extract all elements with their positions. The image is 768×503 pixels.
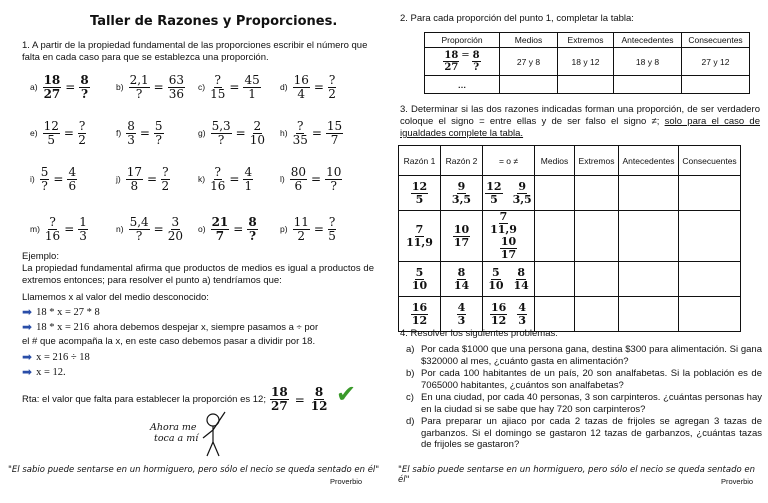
fraction: $\frac{4}{6}$: [68, 164, 77, 193]
fraction: $\frac{?}{2}$: [78, 118, 86, 147]
item-label: h): [280, 128, 288, 138]
item-label: m): [30, 224, 40, 234]
proportion-item: e) $\frac{12}{5}$ = $\frac{?}{2}$: [30, 118, 86, 147]
table-cell: $\frac{7}{11,9}$ $\frac{10}{17}$: [483, 211, 535, 262]
proportions-table: [424, 32, 750, 94]
table-cell: $\frac{7}{11,9}$: [399, 211, 441, 262]
fraction: $\frac{1}{3}$: [79, 214, 87, 243]
table-cell: [682, 76, 750, 94]
proportion-item: i) $\frac{5}{?}$ = $\frac{4}{6}$: [30, 164, 77, 193]
table-header: Extremos: [575, 146, 619, 176]
ratios-table: [398, 145, 741, 332]
fraction: $\frac{18}{27}$: [43, 72, 61, 101]
fraction: $\frac{2}{10}$: [249, 118, 265, 147]
table-cell: $\frac{5}{10}$ $\frac{8}{14}$: [483, 262, 535, 297]
fraction: $\frac{?}{15}$: [210, 72, 226, 101]
example-llamemos: Llamemos x al valor del medio desconocido:: [22, 292, 209, 303]
proportion-item: k) $\frac{?}{16}$ = $\frac{4}{1}$: [198, 164, 253, 193]
proportion-item: d) $\frac{16}{4}$ = $\frac{?}{2}$: [280, 72, 336, 101]
answer-line: Rta: el valor que falta para establecer la proporción es 12; $\frac{18}{27}$ = $\frac{8}{12}$: [22, 385, 328, 413]
table-cell: $\frac{12}{5}$: [399, 176, 441, 211]
table-cell: [614, 76, 682, 94]
checkmark-icon: ✔: [336, 380, 357, 408]
table-row: [399, 211, 741, 262]
fraction: $\frac{?}{5}$: [328, 214, 336, 243]
proportion-item: p) $\frac{11}{2}$ = $\frac{?}{5}$: [280, 214, 336, 243]
fraction: $\frac{?}{16}$: [44, 214, 61, 243]
fraction: $\frac{5}{?}$: [40, 164, 49, 193]
table-cell[interactable]: [575, 211, 619, 262]
worksheet-title: Taller de Razones y Proporciones.: [90, 14, 338, 29]
example-step-2: [22, 320, 318, 334]
table-cell[interactable]: [679, 262, 741, 297]
question-1-text: 1. A partir de la propiedad fundamental de las proporciones escribir el número que falta en cada caso para que se establezca una proporción.: [22, 40, 368, 63]
fraction: $\frac{63}{36}$: [168, 72, 184, 101]
table-cell[interactable]: [575, 297, 619, 332]
quote-text: "El sabio puede sentarse en un hormiguero, pero sólo el necio se queda sentado en él": [8, 465, 380, 475]
table-cell: [500, 76, 558, 94]
table-cell: $\frac{12}{5}$ $\frac{9}{3,5}$: [483, 176, 535, 211]
item-label: o): [198, 224, 206, 234]
fraction: $\frac{5,4}{?}$: [129, 214, 149, 243]
table-cell: 18 y 12: [558, 48, 614, 76]
table-cell[interactable]: [619, 297, 679, 332]
table-cell[interactable]: [535, 262, 575, 297]
fraction: $\frac{?}{16}$: [210, 164, 226, 193]
fraction: $\frac{2,1}{?}$: [129, 72, 149, 101]
quote-text: "El sabio puede sentarse en un hormiguero, pero sólo el necio se queda sentado en él": [398, 465, 755, 485]
table-cell[interactable]: [679, 211, 741, 262]
list-item: d) Para preparar un ajiaco por cada 2 tazas de frijoles se agregan 3 tazas de garbanzos. Si el domingo se gastaron 12 tazas de garbanzos, ¿cuántas tazas de frijoles se gastaron?: [406, 416, 762, 450]
item-label: j): [116, 174, 121, 184]
proportion-row: [30, 164, 370, 194]
step-1-text: 18 * x = 27 * 8: [36, 306, 100, 318]
list-item: b) Por cada 100 habitantes de un país, 20 son analfabetas. Si la población es de 7065000 habitantes, ¿cuántos son analfabetas?: [406, 368, 762, 391]
answer-fraction-1: $\frac{18}{27}$: [270, 385, 288, 413]
fraction: $\frac{4}{1}$: [244, 164, 253, 193]
proportion-item: h) $\frac{?}{35}$ = $\frac{15}{7}$: [280, 118, 343, 147]
table-row: [399, 176, 741, 211]
fraction: $\frac{?}{2}$: [161, 164, 170, 193]
table-header: Razón 2: [441, 146, 483, 176]
proportion-row: [30, 72, 370, 102]
step-4-text: x = 12.: [36, 366, 66, 378]
example-heading: Ejemplo:: [22, 251, 59, 262]
example-block: [22, 251, 374, 287]
proportion-item: g) $\frac{5,3}{?}$ = $\frac{2}{10}$: [198, 118, 265, 147]
arrow-right-icon: ➡: [22, 305, 33, 319]
table-header: = o ≠: [483, 146, 535, 176]
table-cell: $\frac{5}{10}$: [399, 262, 441, 297]
item-label: k): [198, 174, 206, 184]
table-header: Antecedentes: [619, 146, 679, 176]
table-row: [425, 76, 750, 94]
fraction: $\frac{?}{35}$: [292, 118, 308, 147]
fraction: $\frac{5,3}{?}$: [211, 118, 231, 147]
item-label: g): [198, 128, 206, 138]
table-header-row: [399, 146, 741, 176]
table-cell[interactable]: [619, 211, 679, 262]
right-column: [386, 0, 766, 503]
table-cell: [558, 76, 614, 94]
step-2-note-continued: el # que acompaña la x, en este caso debemos pasar a dividir por 18.: [22, 336, 316, 347]
proportion-item: a) $\frac{18}{27}$ = $\frac{8}{?}$: [30, 72, 89, 101]
list-item: a) Por cada $1000 que una persona gana, destina $300 para alimentación. Si gana $320000 al mes, ¿cuánto gasta en alimentación?: [406, 344, 762, 367]
step-3-text: x = 216 ÷ 18: [36, 351, 90, 363]
stick-figure-icon: [195, 408, 235, 458]
table-header: Consecuentes: [682, 33, 750, 48]
table-cell[interactable]: [535, 211, 575, 262]
answer-fraction-2: $\frac{8}{12}$: [310, 385, 328, 413]
proverb-label: Proverbio: [330, 477, 363, 486]
question-4-text: 4. Resolver los siguientes problemas:: [400, 328, 558, 339]
fraction: $\frac{12}{5}$: [43, 118, 59, 147]
proportion-item: j) $\frac{17}{8}$ = $\frac{?}{2}$: [116, 164, 170, 193]
table-header: Medios: [535, 146, 575, 176]
arrow-right-icon: ➡: [22, 365, 33, 379]
fraction: $\frac{8}{?}$: [248, 214, 257, 243]
fraction: $\frac{11}{2}$: [293, 214, 309, 243]
example-text: La propiedad fundamental afirma que productos de medios es igual a productos de extremos entonces; para resolver el punto a) tendríamos que:: [22, 263, 374, 286]
proportion-item: f) $\frac{8}{3}$ = $\frac{5}{?}$: [116, 118, 163, 147]
table-header: Proporción: [425, 33, 500, 48]
table-cell: $\frac{16}{12}$ $\frac{4}{3}$: [483, 297, 535, 332]
list-item: c) En una ciudad, por cada 40 personas, 3 son carpinteros. ¿cuántas personas hay en la ciudad si se sabe que hay 720 son carpinteros?: [406, 392, 762, 415]
fraction: $\frac{15}{7}$: [326, 118, 343, 147]
question-3-text: 3. Determinar si las dos razones indicadas forman una proporción, de ser verdadero coloque el signo = entre ellas y de ser falso el signo ≠; solo para el caso de igualdades complete la tabla.: [400, 104, 761, 139]
fraction: $\frac{8}{3}$: [127, 118, 135, 147]
fraction: $\frac{?}{2}$: [328, 72, 336, 101]
answer-text: Rta: el valor que falta para establecer la proporción es 12;: [22, 394, 266, 405]
table-cell[interactable]: [535, 176, 575, 211]
item-label: e): [30, 128, 38, 138]
example-step-3: [22, 350, 90, 364]
table-cell: $\frac{4}{3}$: [441, 297, 483, 332]
proportion-row: [30, 118, 370, 148]
fraction: $\frac{10}{?}$: [326, 164, 342, 193]
arrow-right-icon: ➡: [22, 320, 33, 334]
item-label: p): [280, 224, 288, 234]
fraction: $\frac{80}{6}$: [290, 164, 307, 193]
table-cell[interactable]: [575, 176, 619, 211]
item-label: l): [280, 174, 285, 184]
proportion-item: n) $\frac{5,4}{?}$ = $\frac{3}{20}$: [116, 214, 183, 243]
table-cell[interactable]: [535, 297, 575, 332]
table-header: Extremos: [558, 33, 614, 48]
fraction: $\frac{5}{?}$: [154, 118, 163, 147]
item-label: f): [116, 128, 122, 138]
step-2-text: 18 * x = 216: [36, 321, 90, 333]
table-cell: …: [425, 76, 500, 94]
table-cell[interactable]: [679, 297, 741, 332]
proverb-label: Proverbio: [721, 477, 754, 486]
proportion-item: c) $\frac{?}{15}$ = $\frac{45}{1}$: [198, 72, 260, 101]
item-label: b): [116, 82, 124, 92]
table-cell[interactable]: [619, 262, 679, 297]
step-2-note: ahora debemos despejar x, siempre pasamos a ÷ por: [93, 321, 319, 333]
fraction: $\frac{16}{4}$: [293, 72, 309, 101]
problems-list: [406, 344, 762, 452]
fraction: $\frac{21}{7}$: [211, 214, 229, 243]
table-header: Consecuentes: [679, 146, 741, 176]
table-cell[interactable]: [619, 176, 679, 211]
table-row: [425, 48, 750, 76]
proportion-item: o) $\frac{21}{7}$ = $\frac{8}{?}$: [198, 214, 257, 243]
item-label: c): [198, 82, 206, 92]
fraction: $\frac{45}{1}$: [244, 72, 260, 101]
proportion-row: [30, 214, 370, 244]
table-row: [399, 297, 741, 332]
table-cell: $\frac{16}{12}$: [399, 297, 441, 332]
example-step-4: [22, 365, 66, 379]
table-cell: 27 y 12: [682, 48, 750, 76]
table-cell[interactable]: [679, 176, 741, 211]
example-step-1: [22, 305, 100, 319]
table-cell: $\frac{18}{27}$ = $\frac{8}{?}$: [425, 48, 500, 76]
table-cell: $\frac{9}{3,5}$: [441, 176, 483, 211]
table-row: [399, 262, 741, 297]
item-label: d): [280, 82, 288, 92]
table-header: Razón 1: [399, 146, 441, 176]
table-cell: 27 y 8: [500, 48, 558, 76]
fraction: $\frac{8}{?}$: [80, 72, 89, 101]
table-cell: 18 y 8: [614, 48, 682, 76]
proportion-item: b) $\frac{2,1}{?}$ = $\frac{63}{36}$: [116, 72, 184, 101]
item-label: i): [30, 174, 35, 184]
proportion-item: l) $\frac{80}{6}$ = $\frac{10}{?}$: [280, 164, 342, 193]
fraction: $\frac{3}{20}$: [167, 214, 183, 243]
item-label: n): [116, 224, 124, 234]
table-header-row: [425, 33, 750, 48]
table-header: Medios: [500, 33, 558, 48]
proportion-item: m) $\frac{?}{16}$ = $\frac{1}{3}$: [30, 214, 87, 243]
table-cell: $\frac{10}{17}$: [441, 211, 483, 262]
now-my-turn-caption: Ahora me toca a mí: [150, 422, 199, 444]
fraction: $\frac{17}{8}$: [126, 164, 143, 193]
arrow-right-icon: ➡: [22, 350, 33, 364]
table-cell[interactable]: [575, 262, 619, 297]
item-label: a): [30, 82, 38, 92]
question-2-text: 2. Para cada proporción del punto 1, completar la tabla:: [400, 13, 634, 24]
table-header: Antecedentes: [614, 33, 682, 48]
table-cell: $\frac{8}{14}$: [441, 262, 483, 297]
